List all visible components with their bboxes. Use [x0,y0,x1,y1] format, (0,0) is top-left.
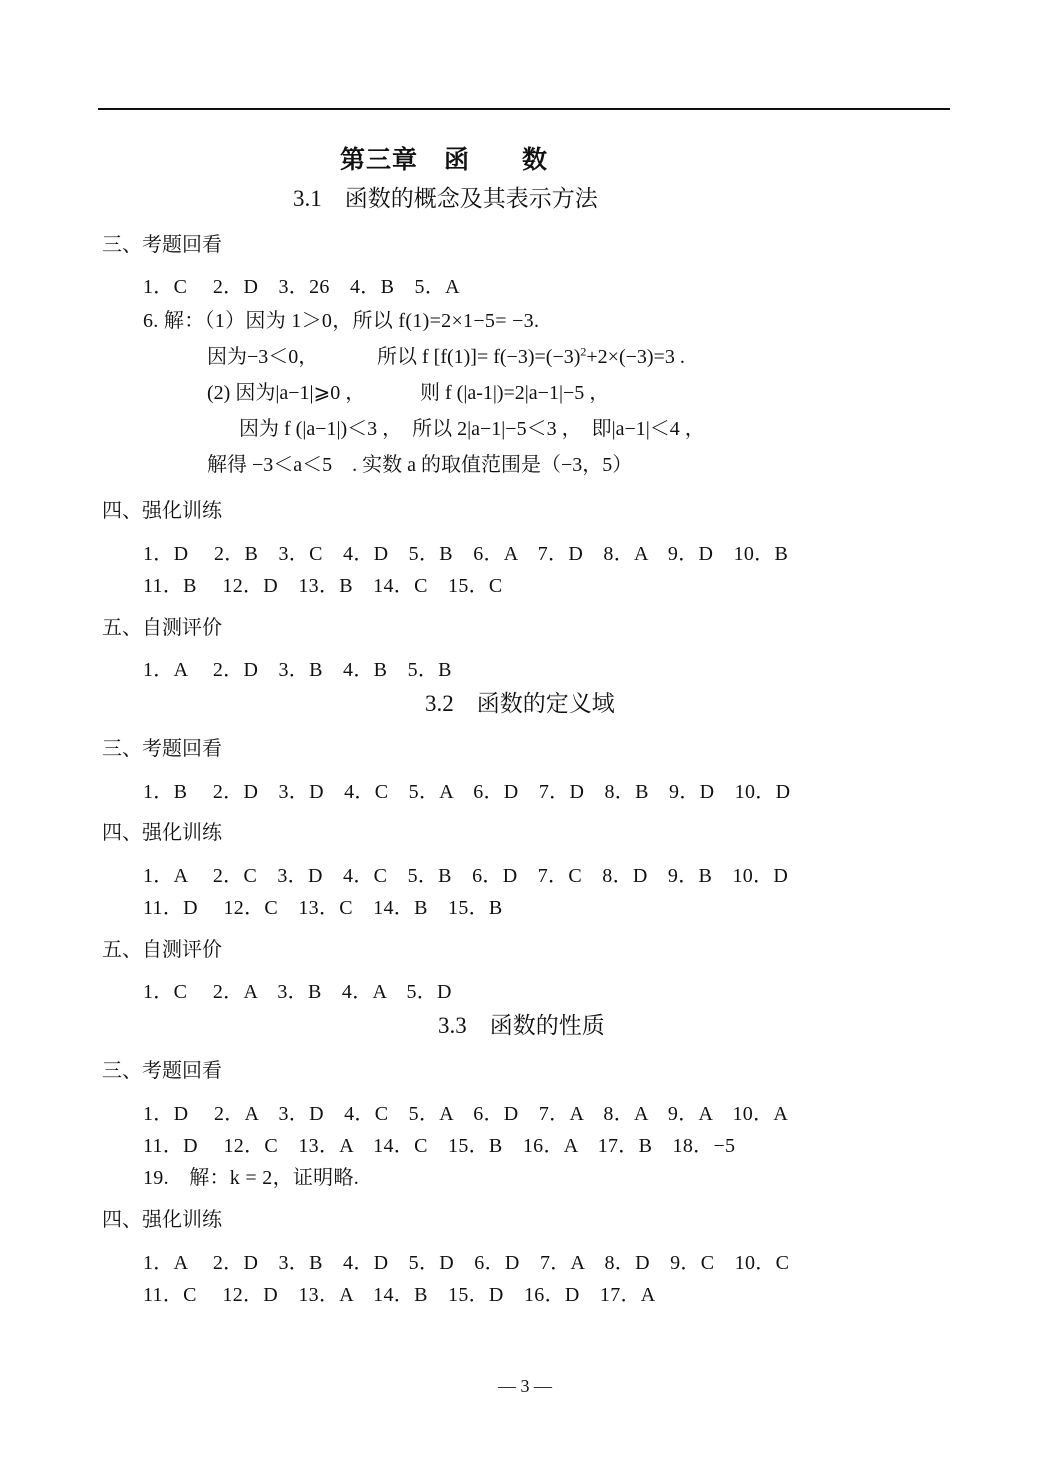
section-heading: 五、自测评价 [102,939,222,961]
answer-line: 1．C 2．D 3．26 4．B 5．A [143,276,460,298]
section-heading: 三、考题回看 [102,1060,222,1082]
chapter-title: 第三章 函 数 [339,147,548,174]
section-title-3-3: 3.3 函数的性质 [438,1013,605,1038]
section-heading: 五、自测评价 [102,617,222,639]
solution-line: 因为 f (|a−1|)＜3 ， 所以 2|a−1|−5＜3 ， 即|a−1|＜4 ， [239,418,705,440]
solution-line: 6. 解：（1）因为 1＞0，所以 f(1)=2×1−5= −3. [143,310,540,332]
answer-line: 1．A 2．C 3．D 4．C 5．B 6．D 7．C 8．D 9．B 10．D [143,865,789,887]
answer-line: 1．B 2．D 3．D 4．C 5．A 6．D 7．D 8．B 9．D 10．D [143,781,791,803]
answer-line: 1．D 2．A 3．D 4．C 5．A 6．D 7．A 8．A 9．A 10．A [143,1103,789,1125]
page-number: — 3 — [498,1376,552,1396]
solution-line: 所以 f $[f(1)]= f(-3)=(-3)^2+2\times(-3)=3$ . [377,344,685,368]
section-heading: 四、强化训练 [102,822,222,844]
section-heading: 三、考题回看 [102,234,222,256]
answer-line: 11．D 12．C 13．A 14．C 15．B 16．A 17．B 18．−5 [143,1135,736,1157]
section-heading: 四、强化训练 [102,500,222,522]
solution-line: 因为−3＜0， [207,346,319,368]
answer-line: 11．D 12．C 13．C 14．B 15．B [143,897,503,919]
answer-line: 1．C 2．A 3．B 4．A 5．D [143,981,452,1003]
section-heading: 四、强化训练 [102,1209,222,1231]
answer-line: 1．A 2．D 3．B 4．D 5．D 6．D 7．A 8．D 9．C 10．C [143,1252,790,1274]
section-heading: 三、考题回看 [102,738,222,760]
solution-line: (2) 因为|a−1|⩾0 ， [207,382,366,404]
solution-line: 解得 −3＜a＜5 . 实数 a 的取值范围是（−3，5） [207,454,633,476]
answer-line: 11．C 12．D 13．A 14．B 15．D 16．D 17．A [143,1284,656,1306]
solution-line: 则 f (|a-1|)=2|a−1|−5 ， [420,382,610,404]
header-rule [98,108,950,110]
answer-line: 1．A 2．D 3．B 4．B 5．B [143,659,452,681]
solution-line: 19. 解：k = 2，证明略. [143,1167,360,1189]
answer-line: 1．D 2．B 3．C 4．D 5．B 6．A 7．D 8．A 9．D 10．B [143,543,789,565]
section-title-3-2: 3.2 函数的定义域 [425,691,615,716]
section-title-3-1: 3.1 函数的概念及其表示方法 [293,186,598,211]
answer-line: 11．B 12．D 13．B 14．C 15．C [143,575,503,597]
